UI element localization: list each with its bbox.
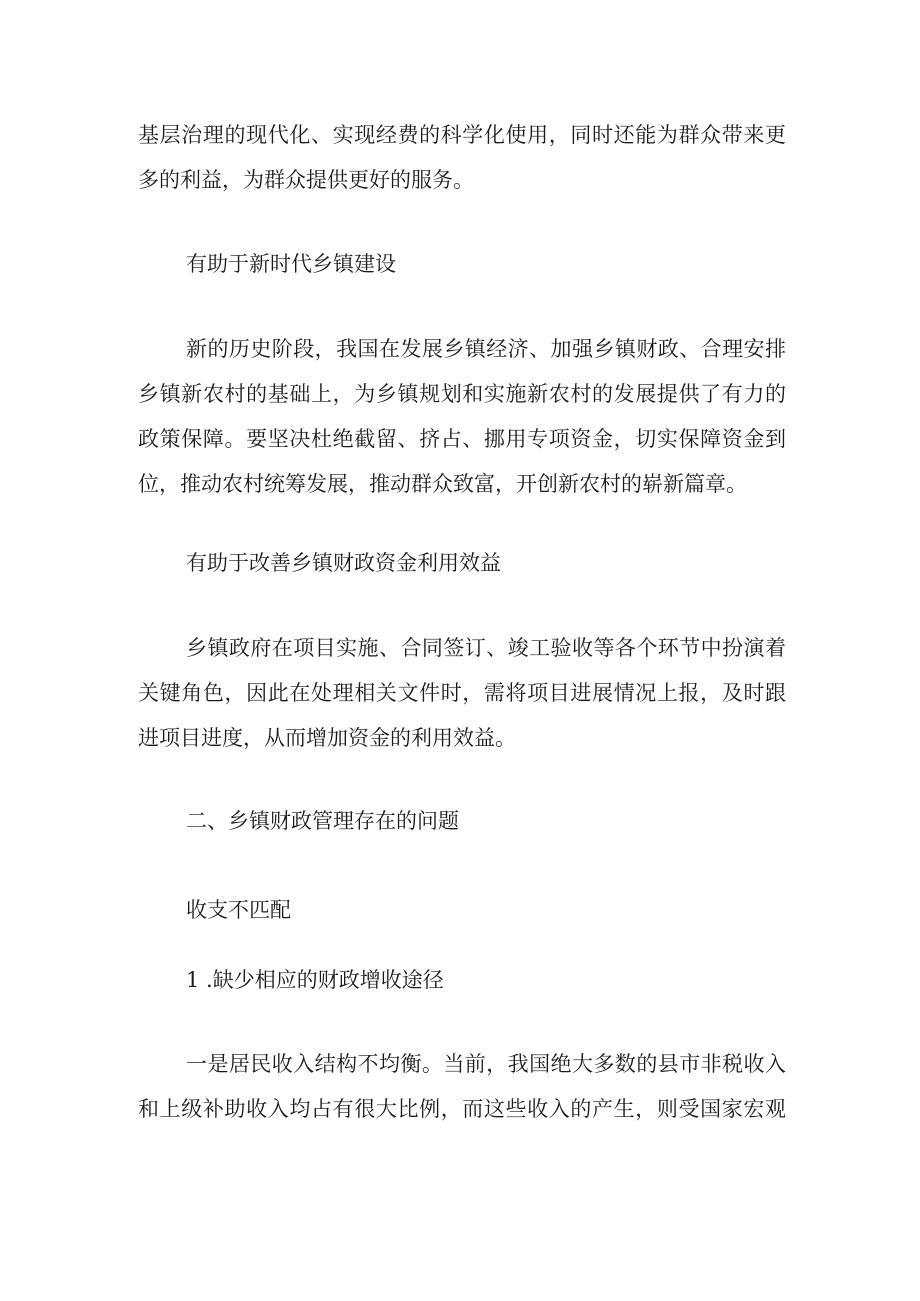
paragraph-line: 和上级补助收入均占有很大比例，而这些收入的产生，则受国家宏观	[138, 1097, 786, 1121]
paragraph-line: 乡镇新农村的基础上，为乡镇规划和实施新农村的发展提供了有力的	[138, 382, 786, 406]
paragraph-line: 多的利益，为群众提供更好的服务。	[138, 168, 474, 192]
sub-heading: 1 .缺少相应的财政增收途径	[186, 968, 444, 992]
paragraph	[138, 1042, 786, 1132]
paragraph-line: 政策保障。要坚决杜绝截留、挤占、挪用专项资金，切实保障资金到	[138, 427, 786, 451]
paragraph-continuation	[138, 113, 786, 203]
paragraph-line: 新的历史阶段，我国在发展乡镇经济、加强乡镇财政、合理安排	[186, 337, 786, 361]
paragraph	[138, 327, 786, 507]
section-heading: 有助于改善乡镇财政资金利用效益	[186, 551, 501, 575]
paragraph-line: 乡镇政府在项目实施、合同签订、竣工验收等各个环节中扮演着	[186, 636, 786, 660]
paragraph-line: 一是居民收入结构不均衡。当前，我国绝大多数的县市非税收入	[186, 1052, 786, 1076]
section-heading: 有助于新时代乡镇建设	[186, 252, 396, 276]
paragraph-line: 进项目进度，从而增加资金的利用效益。	[138, 726, 516, 750]
section-heading: 二、乡镇财政管理存在的问题	[186, 809, 459, 833]
paragraph	[138, 626, 786, 761]
paragraph-line: 基层治理的现代化、实现经费的科学化使用，同时还能为群众带来更	[138, 123, 786, 147]
paragraph-line: 位，推动农村统筹发展，推动群众致富，开创新农村的崭新篇章。	[138, 472, 747, 496]
paragraph-line: 关键角色，因此在处理相关文件时，需将项目进展情况上报，及时跟	[138, 681, 786, 705]
sub-heading: 收支不匹配	[186, 898, 291, 922]
